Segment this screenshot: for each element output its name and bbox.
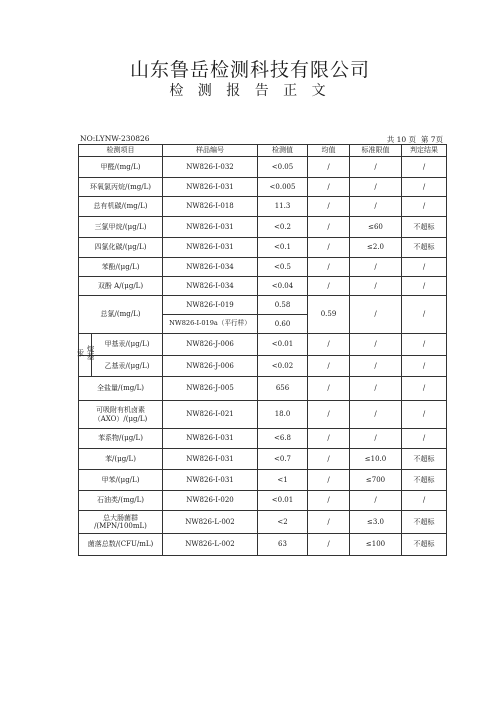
- result-cell: 不超标: [402, 511, 447, 534]
- sample-cell: NW826-I-019: [163, 296, 258, 315]
- value-cell: <0.1: [258, 238, 308, 258]
- value-cell: <0.02: [258, 356, 308, 377]
- mean-cell: /: [308, 157, 350, 178]
- table-row: [79, 277, 447, 296]
- value-cell: <0.005: [258, 178, 308, 197]
- mean-cell: /: [308, 449, 350, 470]
- sample-cell: NW826-I-034: [163, 277, 258, 296]
- value-cell: <0.01: [258, 491, 308, 511]
- table-row: [79, 429, 447, 449]
- sample-cell: NW826-L-002: [163, 534, 258, 556]
- column-header: 判定结果: [402, 145, 447, 157]
- table-row: [79, 449, 447, 470]
- item-cell: [79, 511, 163, 534]
- table-row: [79, 356, 447, 377]
- item-cell: 三氯甲烷/(μg/L): [79, 217, 163, 238]
- table-header-row: [79, 145, 447, 157]
- item-cell: [79, 401, 163, 429]
- item-cell: 环氧氯丙烷/(mg/L): [79, 178, 163, 197]
- value-cell: 656: [258, 377, 308, 401]
- value-cell: <2: [258, 511, 308, 534]
- mean-cell: /: [308, 429, 350, 449]
- column-header: 检测项目: [79, 145, 163, 157]
- sample-cell: NW826-I-031: [163, 217, 258, 238]
- value-cell: <0.5: [258, 258, 308, 277]
- value-cell: <0.04: [258, 277, 308, 296]
- result-cell: 不超标: [402, 217, 447, 238]
- result-cell: /: [402, 277, 447, 296]
- table-row: [79, 401, 447, 429]
- table-row: [79, 491, 447, 511]
- limit-cell: ≤3.0: [350, 511, 402, 534]
- limit-cell: ≤700: [350, 470, 402, 491]
- result-cell: /: [402, 178, 447, 197]
- sample-cell: NW826-I-031: [163, 178, 258, 197]
- group-label: 烷基汞: [76, 345, 96, 360]
- limit-cell: /: [350, 197, 402, 217]
- mean-cell: /: [308, 217, 350, 238]
- item-cell: 苯系物/(μg/L): [79, 429, 163, 449]
- result-cell: /: [402, 334, 447, 356]
- column-header: 检测值: [258, 145, 308, 157]
- item-cell: 菌落总数/(CFU/mL): [79, 534, 163, 556]
- result-cell: /: [402, 296, 447, 334]
- mean-cell: /: [308, 511, 350, 534]
- results-table: [78, 144, 447, 556]
- result-cell: /: [402, 401, 447, 429]
- limit-cell: /: [350, 377, 402, 401]
- item-line: 可吸附有机卤素: [96, 406, 145, 415]
- item-line: （AXO）/(μg/L): [93, 414, 148, 423]
- limit-cell: ≤60: [350, 217, 402, 238]
- value-cell: <0.7: [258, 449, 308, 470]
- mean-cell: /: [308, 377, 350, 401]
- sample-cell: NW826-I-031: [163, 449, 258, 470]
- value-cell: 63: [258, 534, 308, 556]
- table-row: [79, 470, 447, 491]
- item-line: /(MPN/100mL): [94, 522, 147, 530]
- result-cell: /: [402, 377, 447, 401]
- value-cell: 18.0: [258, 401, 308, 429]
- item-cell: 乙基汞/(μg/L): [91, 356, 162, 376]
- mean-cell: 0.59: [308, 296, 350, 334]
- mean-cell: /: [308, 277, 350, 296]
- page-current: 第 7页: [420, 135, 443, 144]
- sample-cell: NW826-I-021: [163, 401, 258, 429]
- mean-cell: /: [308, 534, 350, 556]
- sample-cell: NW826-I-018: [163, 197, 258, 217]
- table-row: [79, 157, 447, 178]
- limit-cell: /: [350, 334, 402, 356]
- item-cell: 甲基汞/(μg/L): [91, 334, 162, 355]
- sample-cell: NW826-J-006: [163, 334, 258, 356]
- table-row: [79, 178, 447, 197]
- limit-cell: ≤2.0: [350, 238, 402, 258]
- sample-cell: NW826-I-031: [163, 429, 258, 449]
- sample-cell: NW826-I-031: [163, 238, 258, 258]
- result-cell: 不超标: [402, 238, 447, 258]
- mean-cell: /: [308, 197, 350, 217]
- item-cell: 总氯/(mg/L): [79, 296, 163, 334]
- table-row: [79, 258, 447, 277]
- value-cell: <0.2: [258, 217, 308, 238]
- mean-cell: /: [308, 178, 350, 197]
- item-cell: 双酚 A/(μg/L): [79, 277, 163, 296]
- result-cell: /: [402, 197, 447, 217]
- item-cell: 甲醛/(mg/L): [79, 157, 163, 178]
- value-cell: <6.8: [258, 429, 308, 449]
- table-row: [79, 511, 447, 534]
- result-cell: /: [402, 258, 447, 277]
- table-row: [79, 217, 447, 238]
- limit-cell: /: [350, 429, 402, 449]
- item-cell-group: [76, 334, 163, 360]
- item-cell: 四氯化碳/(μg/L): [79, 238, 163, 258]
- limit-cell: /: [350, 296, 402, 334]
- table-row: [79, 377, 447, 401]
- item-cell: 全盐量/(mg/L): [79, 377, 163, 401]
- mean-cell: /: [308, 470, 350, 491]
- result-cell: /: [402, 356, 447, 377]
- sample-cell: NW826-I-031: [163, 470, 258, 491]
- value-cell: <0.01: [258, 334, 308, 356]
- column-header: 均值: [308, 145, 350, 157]
- sample-cell: NW826-I-034: [163, 258, 258, 277]
- mean-cell: /: [308, 258, 350, 277]
- value-cell: <1: [258, 470, 308, 491]
- limit-cell: /: [350, 258, 402, 277]
- item-cell: 苯/(μg/L): [79, 449, 163, 470]
- value-cell: <0.05: [258, 157, 308, 178]
- company-title: 山东鲁岳检测科技有限公司: [129, 59, 370, 81]
- item-cell: 甲苯/(μg/L): [79, 470, 163, 491]
- result-cell: 不超标: [402, 449, 447, 470]
- item-cell: 总有机碳/(mg/L): [79, 197, 163, 217]
- limit-cell: /: [350, 277, 402, 296]
- result-cell: /: [402, 429, 447, 449]
- item-cell: 石油类/(mg/L): [79, 491, 163, 511]
- mean-cell: /: [308, 356, 350, 377]
- mean-cell: /: [308, 334, 350, 356]
- page-total: 共 10 页: [386, 135, 417, 144]
- sample-cell: NW826-L-002: [163, 511, 258, 534]
- table-row: [79, 534, 447, 556]
- report-title: 检 测 报 告 正 文: [169, 83, 331, 99]
- result-cell: /: [402, 491, 447, 511]
- result-cell: /: [402, 157, 447, 178]
- sample-cell: NW826-J-005: [163, 377, 258, 401]
- limit-cell: /: [350, 157, 402, 178]
- limit-cell: ≤100: [350, 534, 402, 556]
- limit-cell: /: [350, 356, 402, 377]
- limit-cell: ≤10.0: [350, 449, 402, 470]
- column-header: 标准限值: [350, 145, 402, 157]
- mean-cell: /: [308, 238, 350, 258]
- document-number: NO:LYNW-230826: [80, 134, 150, 143]
- value-cell: 0.58: [258, 296, 308, 315]
- sample-cell: NW826-J-006: [163, 356, 258, 377]
- value-cell: 11.3: [258, 197, 308, 217]
- result-cell: 不超标: [402, 470, 447, 491]
- column-header: 样品编号: [163, 145, 258, 157]
- table-row: [79, 296, 447, 315]
- result-cell: 不超标: [402, 534, 447, 556]
- sample-cell: NW826-I-032: [163, 157, 258, 178]
- limit-cell: /: [350, 178, 402, 197]
- table-row: [79, 334, 447, 356]
- item-line: 总大肠菌群: [103, 513, 138, 522]
- limit-cell: /: [350, 401, 402, 429]
- mean-cell: /: [308, 491, 350, 511]
- limit-cell: /: [350, 491, 402, 511]
- mean-cell: /: [308, 401, 350, 429]
- sample-cell: NW826-I-020: [163, 491, 258, 511]
- value-cell: 0.60: [258, 315, 308, 334]
- table-row: [79, 197, 447, 217]
- table-row: [79, 238, 447, 258]
- sample-cell: NW826-I-019a（平行样）: [163, 315, 258, 334]
- item-cell: 苯酚/(μg/L): [79, 258, 163, 277]
